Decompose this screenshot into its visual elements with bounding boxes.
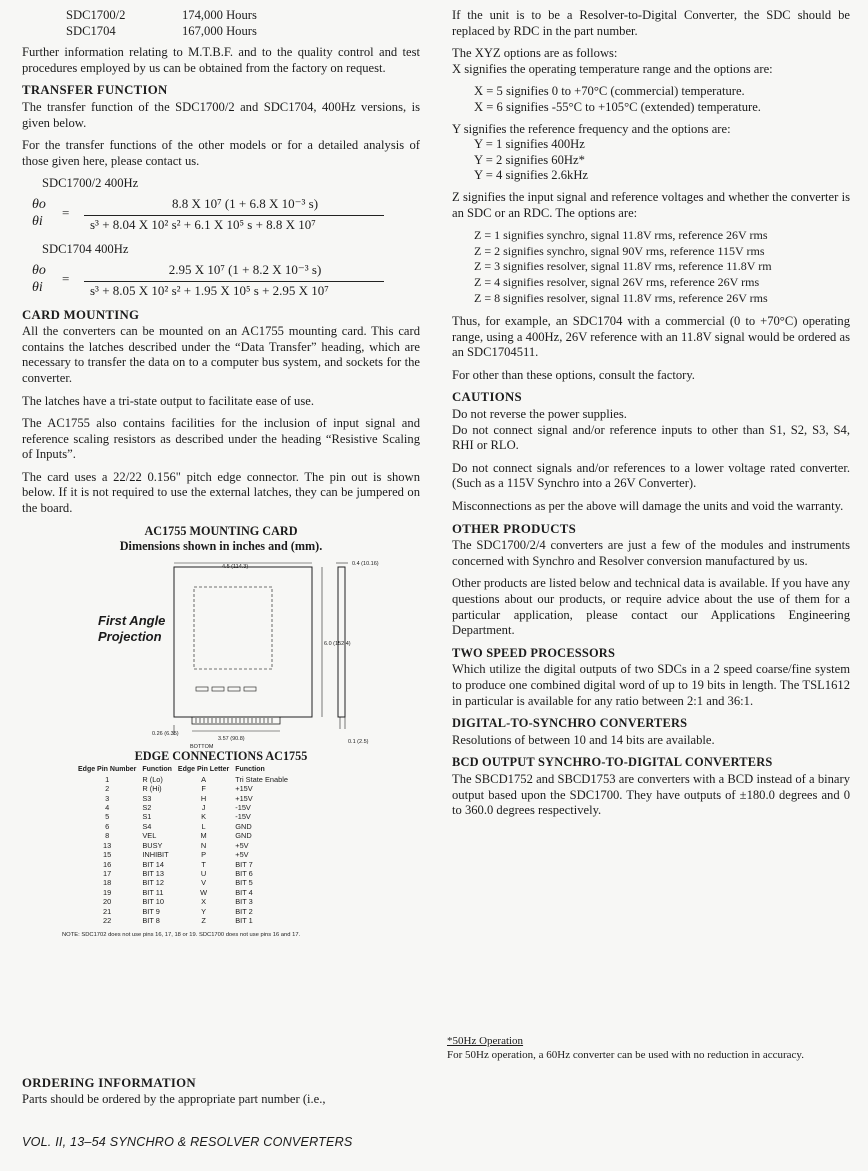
table-cell: BUSY bbox=[142, 840, 163, 850]
edge-connections-table bbox=[78, 765, 294, 925]
y-description: Y signifies the reference frequency and the options are: bbox=[452, 121, 731, 136]
dim-top-width: 4.5 (114.3) bbox=[222, 563, 249, 570]
table-cell: VEL bbox=[142, 831, 157, 841]
table-cell: 6 bbox=[105, 821, 110, 831]
table-cell: S3 bbox=[142, 793, 152, 803]
y-options bbox=[474, 137, 850, 184]
table-cell: P bbox=[201, 850, 207, 860]
table-cell: 8 bbox=[105, 831, 110, 841]
table-cell: 13 bbox=[103, 840, 112, 850]
z-options bbox=[474, 228, 850, 306]
equation-numerator: 2.95 X 10⁷ (1 + 8.2 X 10⁻³ s) bbox=[168, 261, 322, 277]
consult-paragraph: For other than these options, consult the factory. bbox=[452, 367, 695, 382]
card-paragraph: All the converters can be mounted on an AC1755 mounting card. This card contains the latches described under the “Data Transfer” heading, which are necessary to transfer the data on to a computer bus system, and sockets for the converter. bbox=[22, 324, 420, 385]
table-cell: W bbox=[200, 887, 208, 897]
other-paragraph: The SDC1700/2/4 converters are just a few of the modules and instruments concerned with Synchro and Resolver conversion manufactured by us. bbox=[452, 538, 850, 568]
table-cell: S1 bbox=[142, 812, 152, 822]
table-row bbox=[78, 897, 294, 906]
table-row bbox=[78, 850, 294, 859]
mtbf-model: SDC1704 bbox=[66, 23, 116, 38]
table-cell: 21 bbox=[103, 906, 112, 916]
xyz-intro: The XYZ options are as follows: bbox=[452, 46, 618, 61]
table-cell: 16 bbox=[103, 859, 112, 869]
option-item: X = 5 signifies 0 to +70°C (commercial) temperature. bbox=[474, 84, 745, 99]
table-cell: X bbox=[201, 897, 207, 907]
other-products-heading: OTHER PRODUCTS bbox=[452, 521, 577, 536]
column-header: Function bbox=[235, 766, 265, 774]
left-column bbox=[22, 8, 420, 944]
equation-model-label: SDC1704 400Hz bbox=[42, 241, 129, 256]
table-cell: GND bbox=[235, 831, 252, 841]
mtbf-hours: 167,000 Hours bbox=[182, 23, 257, 38]
table-row bbox=[78, 831, 294, 840]
table-cell: BIT 13 bbox=[142, 868, 164, 878]
table-cell: S4 bbox=[142, 821, 152, 831]
page-footer: VOL. II, 13–54 SYNCHRO & RESOLVER CONVERTERS bbox=[22, 1135, 353, 1149]
table-cell: 3 bbox=[105, 793, 110, 803]
equation-denominator: s³ + 8.04 X 10² s² + 6.1 X 10⁵ s + 8.8 X 10⁷ bbox=[90, 216, 316, 232]
option-item: Y = 4 signifies 2.6kHz bbox=[474, 168, 589, 183]
fraction-bar bbox=[84, 215, 384, 216]
two-speed-paragraph: Which utilize the digital outputs of two SDCs in a 2 speed coarse/fine system to produce one combined digital word of up to 19 bits in length. The TSL1612 in particular is available for any ratio between 2:1 and 36:1. bbox=[452, 662, 850, 708]
table-cell: BIT 8 bbox=[142, 915, 160, 925]
dim-side-thickness: 0.4 (10.16) bbox=[352, 560, 379, 567]
option-item: Z = 1 signifies synchro, signal 11.8V rms, reference 26V rms bbox=[474, 228, 768, 243]
table-row bbox=[78, 860, 294, 869]
ordering-section bbox=[22, 1075, 420, 1114]
table-cell: -15V bbox=[235, 803, 251, 813]
dim-height: 6.0 (152.4) bbox=[324, 640, 351, 647]
table-row bbox=[78, 822, 294, 831]
table-cell: S2 bbox=[142, 803, 152, 813]
column-header: Edge Pin Number bbox=[78, 766, 137, 774]
table-cell: 15 bbox=[103, 850, 112, 860]
table-row bbox=[78, 794, 294, 803]
table-cell: F bbox=[201, 784, 206, 794]
table-cell: Y bbox=[201, 906, 207, 916]
mounting-card-drawing bbox=[22, 557, 420, 750]
table-cell: K bbox=[201, 812, 207, 822]
mtbf-table bbox=[66, 8, 420, 39]
dim-side-small: 0.1 (2.5) bbox=[348, 738, 369, 745]
table-cell: H bbox=[200, 793, 207, 803]
table-cell: J bbox=[201, 803, 206, 813]
tf-paragraph: For the transfer functions of the other models or for a detailed analysis of those given here, please contact us. bbox=[22, 138, 420, 168]
edge-note: NOTE: SDC1702 does not use pins 16, 17, 18 or 19. SDC1700 does not use pins 16 and 17. bbox=[62, 932, 301, 939]
two-speed-heading: TWO SPEED PROCESSORS bbox=[452, 645, 616, 660]
option-item: Y = 1 signifies 400Hz bbox=[474, 137, 585, 152]
table-cell: +5V bbox=[235, 850, 249, 860]
table-cell: R (Hi) bbox=[142, 784, 162, 794]
dsc-paragraph: Resolutions of between 10 and 14 bits are available. bbox=[452, 732, 715, 747]
equation-denominator: s³ + 8.05 X 10² s² + 1.95 X 10⁵ s + 2.95 X 10⁷ bbox=[90, 282, 329, 298]
table-cell: BIT 3 bbox=[235, 897, 253, 907]
table-cell: +15V bbox=[235, 784, 253, 794]
caution-item: Do not reverse the power supplies. bbox=[452, 407, 627, 422]
table-cell: 19 bbox=[103, 887, 112, 897]
table-row bbox=[78, 803, 294, 812]
right-column bbox=[452, 8, 850, 826]
card-paragraph: The AC1755 also contains facilities for the inclusion of input signal and reference scaling resistors as described under the heading “Resistive Scaling of Inputs”. bbox=[22, 416, 420, 462]
table-cell: -15V bbox=[235, 812, 251, 822]
footnote-heading: *50Hz Operation bbox=[447, 1035, 524, 1047]
table-row bbox=[78, 784, 294, 793]
equation-numerator: 8.8 X 10⁷ (1 + 6.8 X 10⁻³ s) bbox=[171, 195, 319, 211]
caution-item: Misconnections as per the above will damage the units and void the warranty. bbox=[452, 499, 844, 514]
table-row bbox=[78, 869, 294, 878]
equals-sign: = bbox=[62, 270, 70, 286]
table-cell: BIT 14 bbox=[142, 859, 164, 869]
projection-label: First Angle Projection bbox=[98, 612, 166, 644]
card-outline-diagram bbox=[22, 557, 420, 747]
fraction-bar bbox=[84, 281, 384, 282]
table-cell: 22 bbox=[103, 915, 112, 925]
option-item: X = 6 signifies -55°C to +105°C (extended) temperature. bbox=[474, 99, 761, 114]
table-cell: 18 bbox=[103, 878, 112, 888]
dim-bottom-label: BOTTOM bbox=[190, 743, 214, 750]
table-cell: 5 bbox=[105, 812, 110, 822]
card-paragraph: The card uses a 22/22 0.156" pitch edge connector. The pin out is shown below. If it is not required to use the external latches, they can be jumpered on the board. bbox=[22, 469, 420, 516]
tf-paragraph: The transfer function of the SDC1700/2 and SDC1704, 400Hz versions, is given below. bbox=[22, 99, 420, 130]
drawing-subtitle: Dimensions shown in inches and (mm). bbox=[119, 539, 323, 554]
table-cell: BIT 10 bbox=[142, 897, 164, 907]
table-cell: 1 bbox=[105, 774, 110, 784]
mtbf-paragraph: Further information relating to M.T.B.F. and to the quality control and test procedures employed by us can be obtained from the factory on request. bbox=[22, 45, 420, 75]
mtbf-model: SDC1700/2 bbox=[66, 8, 126, 22]
edge-connections-title: EDGE CONNECTIONS AC1755 bbox=[134, 748, 308, 763]
other-paragraph: Other products are listed below and technical data is available. If you have any questions about our products, or require advice about the use of them for a particular application, please contact our Applications Engineering Department. bbox=[452, 576, 850, 638]
equation-lhs: θo θi bbox=[32, 196, 46, 229]
table-cell: GND bbox=[235, 821, 252, 831]
caution-item: Do not connect signal and/or reference inputs to other than S1, S2, S3, S4, RHI or RLO. bbox=[452, 422, 850, 453]
ordering-paragraph: Parts should be ordered by the appropriate part number (i.e., bbox=[22, 1092, 326, 1106]
table-cell: BIT 6 bbox=[235, 868, 253, 878]
table-cell: BIT 9 bbox=[142, 906, 160, 916]
table-cell: +5V bbox=[235, 840, 249, 850]
table-row bbox=[78, 878, 294, 887]
dim-tab: 0.26 (6.35) bbox=[152, 730, 179, 737]
table-cell: A bbox=[201, 774, 207, 784]
table-cell: BIT 7 bbox=[235, 859, 253, 869]
table-cell: BIT 5 bbox=[235, 878, 253, 888]
table-cell: BIT 11 bbox=[142, 887, 164, 897]
option-item: Z = 4 signifies resolver, signal 26V rms, reference 26V rms bbox=[474, 274, 760, 289]
mtbf-hours: 174,000 Hours bbox=[182, 8, 257, 22]
table-cell: BIT 2 bbox=[235, 906, 253, 916]
transfer-equation-1 bbox=[22, 196, 420, 236]
table-row bbox=[78, 916, 294, 925]
table-cell: M bbox=[200, 831, 207, 841]
table-row bbox=[78, 907, 294, 916]
card-paragraph: The latches have a tri-state output to facilitate ease of use. bbox=[22, 393, 314, 408]
equation-model-label: SDC1700/2 400Hz bbox=[42, 176, 139, 191]
table-cell: BIT 4 bbox=[235, 887, 253, 897]
equation-lhs: θo θi bbox=[32, 262, 46, 295]
bcd-paragraph: The SBCD1752 and SBCD1753 are converters with a BCD instead of a binary output based upon the SDC1700. They have outputs of ±180.0 degrees and 0 to 360.0 degrees respectively. bbox=[452, 771, 850, 818]
table-cell: 17 bbox=[103, 868, 112, 878]
caution-item: Do not connect signals and/or references to a lower voltage rated converter. (Such as a 115V Synchro into a 26V Converter). bbox=[452, 460, 850, 491]
cautions-heading: CAUTIONS bbox=[452, 390, 522, 405]
example-paragraph: Thus, for example, an SDC1704 with a commercial (0 to +70°C) operating range, using a 400Hz, 26V reference with an 11.8V signal would be ordered as an SDC1704511. bbox=[452, 314, 850, 360]
table-cell: R (Lo) bbox=[142, 774, 163, 784]
table-row bbox=[78, 888, 294, 897]
table-cell: U bbox=[200, 868, 207, 878]
drawing-title: AC1755 MOUNTING CARD bbox=[144, 523, 298, 538]
table-cell: N bbox=[200, 840, 207, 850]
table-cell: 20 bbox=[103, 897, 112, 907]
footnote bbox=[447, 1034, 847, 1062]
table-cell: BIT 1 bbox=[235, 915, 253, 925]
table-cell: 2 bbox=[105, 784, 110, 794]
edge-table-body bbox=[78, 775, 294, 926]
column-header: Function bbox=[142, 766, 172, 774]
footnote-text: For 50Hz operation, a 60Hz converter can be used with no reduction in accuracy. bbox=[447, 1049, 804, 1061]
table-row bbox=[78, 775, 294, 784]
card-mounting-heading: CARD MOUNTING bbox=[22, 307, 140, 322]
table-cell: +15V bbox=[235, 793, 253, 803]
ordering-heading: ORDERING INFORMATION bbox=[22, 1076, 196, 1090]
x-options bbox=[474, 84, 850, 115]
table-row bbox=[78, 812, 294, 821]
table-cell: Z bbox=[201, 915, 206, 925]
table-cell: L bbox=[201, 821, 206, 831]
column-header: Edge Pin Letter bbox=[177, 766, 230, 774]
rdc-paragraph: If the unit is to be a Resolver-to-Digital Converter, the SDC should be replaced by RDC in the part number. bbox=[452, 8, 850, 38]
dim-bottom-width: 3.57 (90.8) bbox=[218, 735, 245, 742]
bcd-heading: BCD OUTPUT SYNCHRO-TO-DIGITAL CONVERTERS bbox=[452, 755, 773, 770]
option-item: Z = 2 signifies synchro, signal 90V rms, reference 115V rms bbox=[474, 243, 765, 258]
equals-sign: = bbox=[62, 204, 70, 220]
z-description: Z signifies the input signal and reference voltages and whether the converter is an SDC or an RDC. The options are: bbox=[452, 189, 850, 220]
table-header-row bbox=[78, 765, 294, 774]
option-item: Z = 8 signifies resolver, signal 11.8V rms, reference 26V rms bbox=[474, 290, 768, 305]
table-cell: Tri State Enable bbox=[235, 774, 288, 784]
option-item: Z = 3 signifies resolver, signal 11.8V rms, reference 11.8V rm bbox=[474, 259, 772, 274]
table-cell: T bbox=[201, 859, 206, 869]
table-cell: BIT 12 bbox=[142, 878, 164, 888]
table-cell: 4 bbox=[105, 803, 110, 813]
transfer-function-heading: TRANSFER FUNCTION bbox=[22, 83, 168, 98]
dsc-heading: DIGITAL-TO-SYNCHRO CONVERTERS bbox=[452, 716, 688, 731]
option-item: Y = 2 signifies 60Hz* bbox=[474, 152, 585, 167]
transfer-equation-2 bbox=[22, 262, 420, 302]
table-cell: V bbox=[201, 878, 207, 888]
table-cell: INHIBIT bbox=[142, 850, 169, 860]
table-row bbox=[78, 841, 294, 850]
x-description: X signifies the operating temperature range and the options are: bbox=[452, 61, 773, 76]
